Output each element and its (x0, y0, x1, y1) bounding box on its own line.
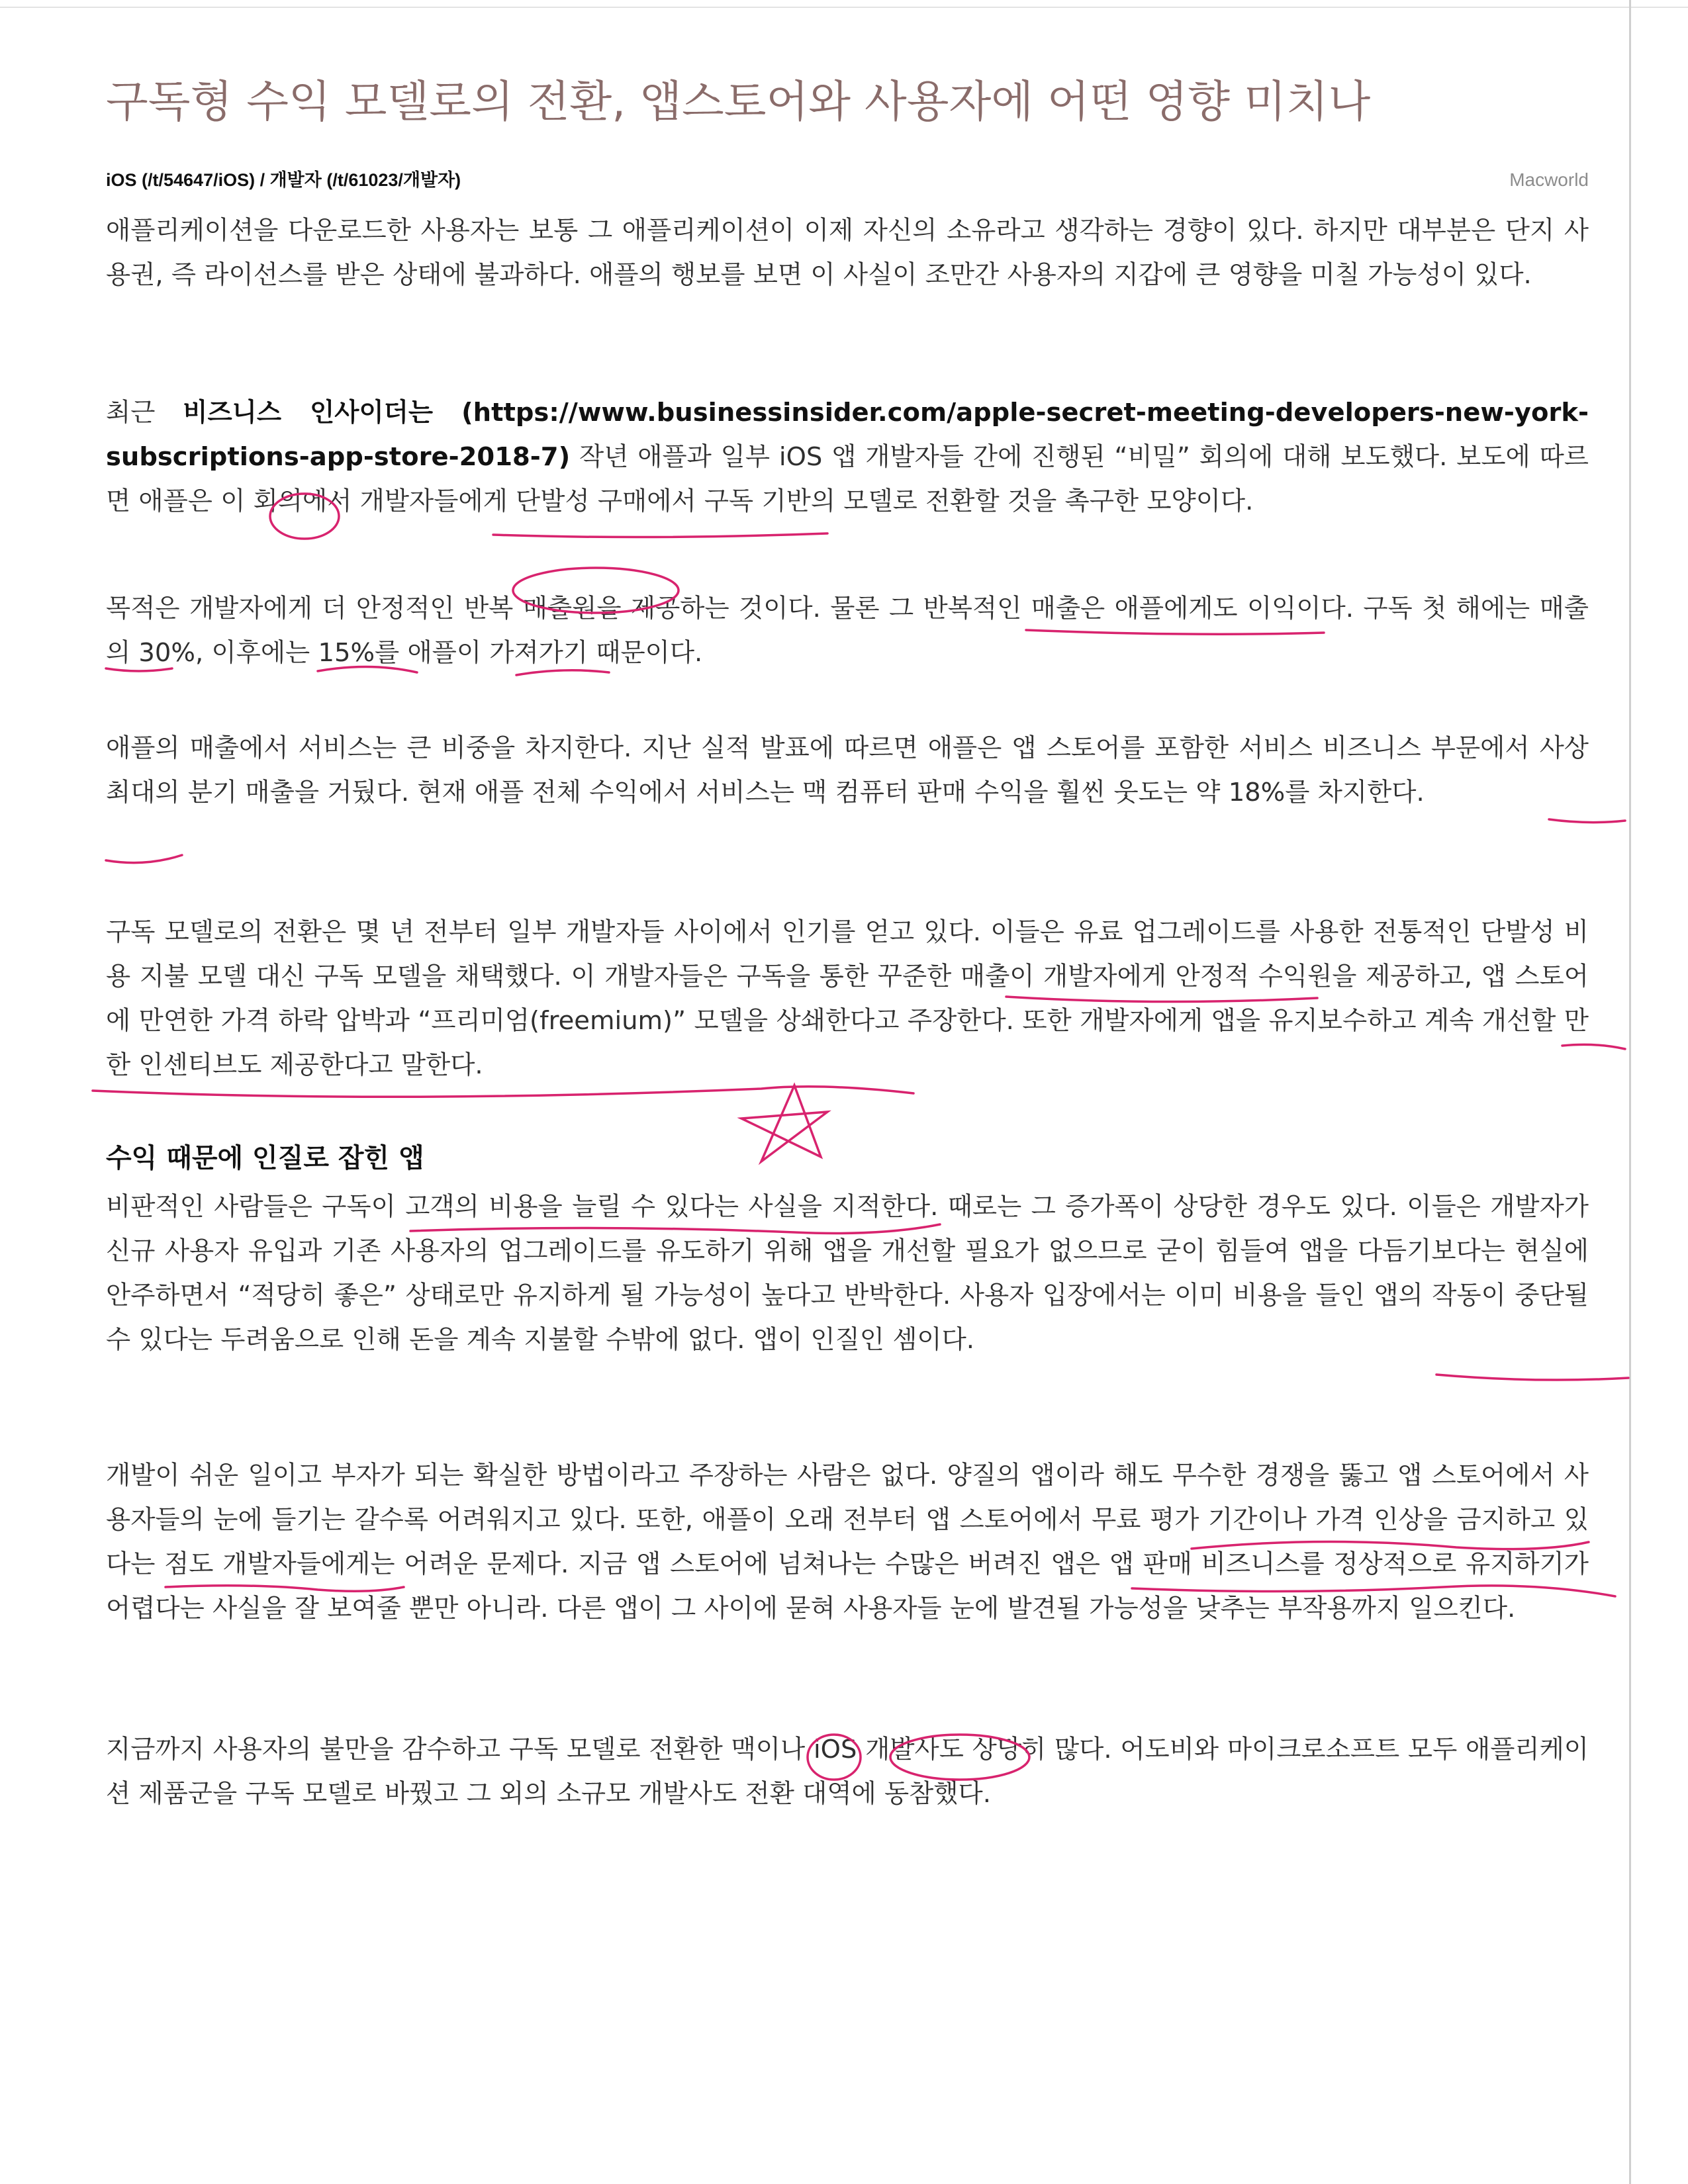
paragraph-1: 애플리케이션을 다운로드한 사용자는 보통 그 애플리케이션이 이제 자신의 소유라고 생각하는 경향이 있다. 하지만 대부분은 단지 사용권, 즉 라이선스를 받은 상태에 불과하다. 애플의 행보를 보면 이 사실이 조만간 사용자의 지갑에 큰 영향을 미칠 가능성이 있다. (106, 216, 1589, 290)
paragraph-4: 애플의 매출에서 서비스는 큰 비중을 차지한다. 지난 실적 발표에 따르면 애플은 앱 스토어를 포함한 서비스 비즈니스 부문에서 사상 최대의 분기 매출을 거뒀다. 현재 애플 전체 수익에서 서비스는 맥 컴퓨터 판매 수익을 훨씬 웃도는 약 18%를 차지한다. (106, 733, 1589, 807)
paragraph-5: 구독 모델로의 전환은 몇 년 전부터 일부 개발자들 사이에서 인기를 얻고 있다. 이들은 유료 업그레이드를 사용한 전통적인 단발성 비용 지불 모델 대신 구독 모델을 채택했다. 이 개발자들은 구독을 통한 꾸준한 매출이 개발자에게 안정적 수익원을 제공하고, 앱 스토어에 만연한 가격 하락 압박과 “프리미엄(freemium)” 모델을 상쇄한다고 주장한다. 또한 개발자에게 앱을 유지보수하고 계속 개선할 만한 인센티브도 제공한다고 말한다. (106, 917, 1589, 1080)
paragraph-6: 비판적인 사람들은 구독이 고객의 비용을 늘릴 수 있다는 사실을 지적한다. 때로는 그 증가폭이 상당한 경우도 있다. 이들은 개발자가 신규 사용자 유입과 기존 사용자의 업그레이드를 유도하기 위해 앱을 개선할 필요가 없으므로 굳이 힘들여 앱을 다듬기보다는 현실에 안주하면서 “적당히 좋은” 상태로만 유지하게 될 가능성이 높다고 반박한다. 사용자 입장에서는 이미 비용을 들인 앱의 작동이 중단될 수 있다는 두려움으로 인해 돈을 계속 지불할 수밖에 없다. 앱이 인질인 셈이다. (106, 1192, 1589, 1355)
businessinsider-link[interactable]: 비즈니스 인사이더는 (https://www.businessinsider.com/apple-secret-meeting-developers-new-york-subscriptions-app-store-2018-7) (106, 398, 1589, 472)
paragraph-2 (106, 390, 1589, 523)
document-page (106, 0, 1589, 2184)
paragraph-2-rest: 작년 애플과 일부 iOS 앱 개발자들 간에 진행된 “비밀” 회의에 대해 보도했다. 보도에 따르면 애플은 이 회의에서 개발자들에게 단발성 구매에서 구독 기반의 모델로 전환할 것을 촉구한 모양이다. (106, 442, 1589, 516)
paragraph-7: 개발이 쉬운 일이고 부자가 되는 확실한 방법이라고 주장하는 사람은 없다. 양질의 앱이라 해도 무수한 경쟁을 뚫고 앱 스토어에서 사용자들의 눈에 들기는 갈수록 어려워지고 있다. 또한, 애플이 오래 전부터 앱 스토어에서 무료 평가 기간이나 가격 인상을 금지하고 있다는 점도 개발자들에게는 어려운 문제다. 지금 앱 스토어에 넘쳐나는 수많은 버려진 앱은 앱 판매 비즈니스를 정상적으로 유지하기가 어렵다는 사실을 잘 보여줄 뿐만 아니라. 다른 앱이 그 사이에 묻혀 사용자들 눈에 발견될 가능성을 낮추는 부작용까지 일으킨다. (106, 1461, 1589, 1623)
source-label: Macworld (1509, 169, 1589, 190)
paragraph-2-lead: 최근 (106, 398, 183, 428)
breadcrumb[interactable]: iOS (/t/54647/iOS) / 개발자 (/t/61023/개발자) (106, 170, 461, 190)
paragraph-8: 지금까지 사용자의 불만을 감수하고 구독 모델로 전환한 맥이나 iOS 개발사도 상당히 많다. 어도비와 마이크로소프트 모두 애플리케이션 제품군을 구독 모델로 바꿨고 그 외의 소규모 개발사도 전환 대역에 동참했다. (106, 1735, 1589, 1809)
scan-page-edge (1629, 0, 1631, 2184)
section-heading: 수익 때문에 인질로 잡힌 앱 (106, 1143, 424, 1173)
article-title: 구독형 수익 모델로의 전환, 앱스토어와 사용자에 어떤 영향 미치나 (106, 76, 1371, 127)
paragraph-3: 목적은 개발자에게 더 안정적인 반복 매출원을 제공하는 것이다. 물론 그 반복적인 매출은 애플에게도 이익이다. 구독 첫 해에는 매출의 30%, 이후에는 15%를 애플이 가져가기 때문이다. (106, 594, 1589, 668)
